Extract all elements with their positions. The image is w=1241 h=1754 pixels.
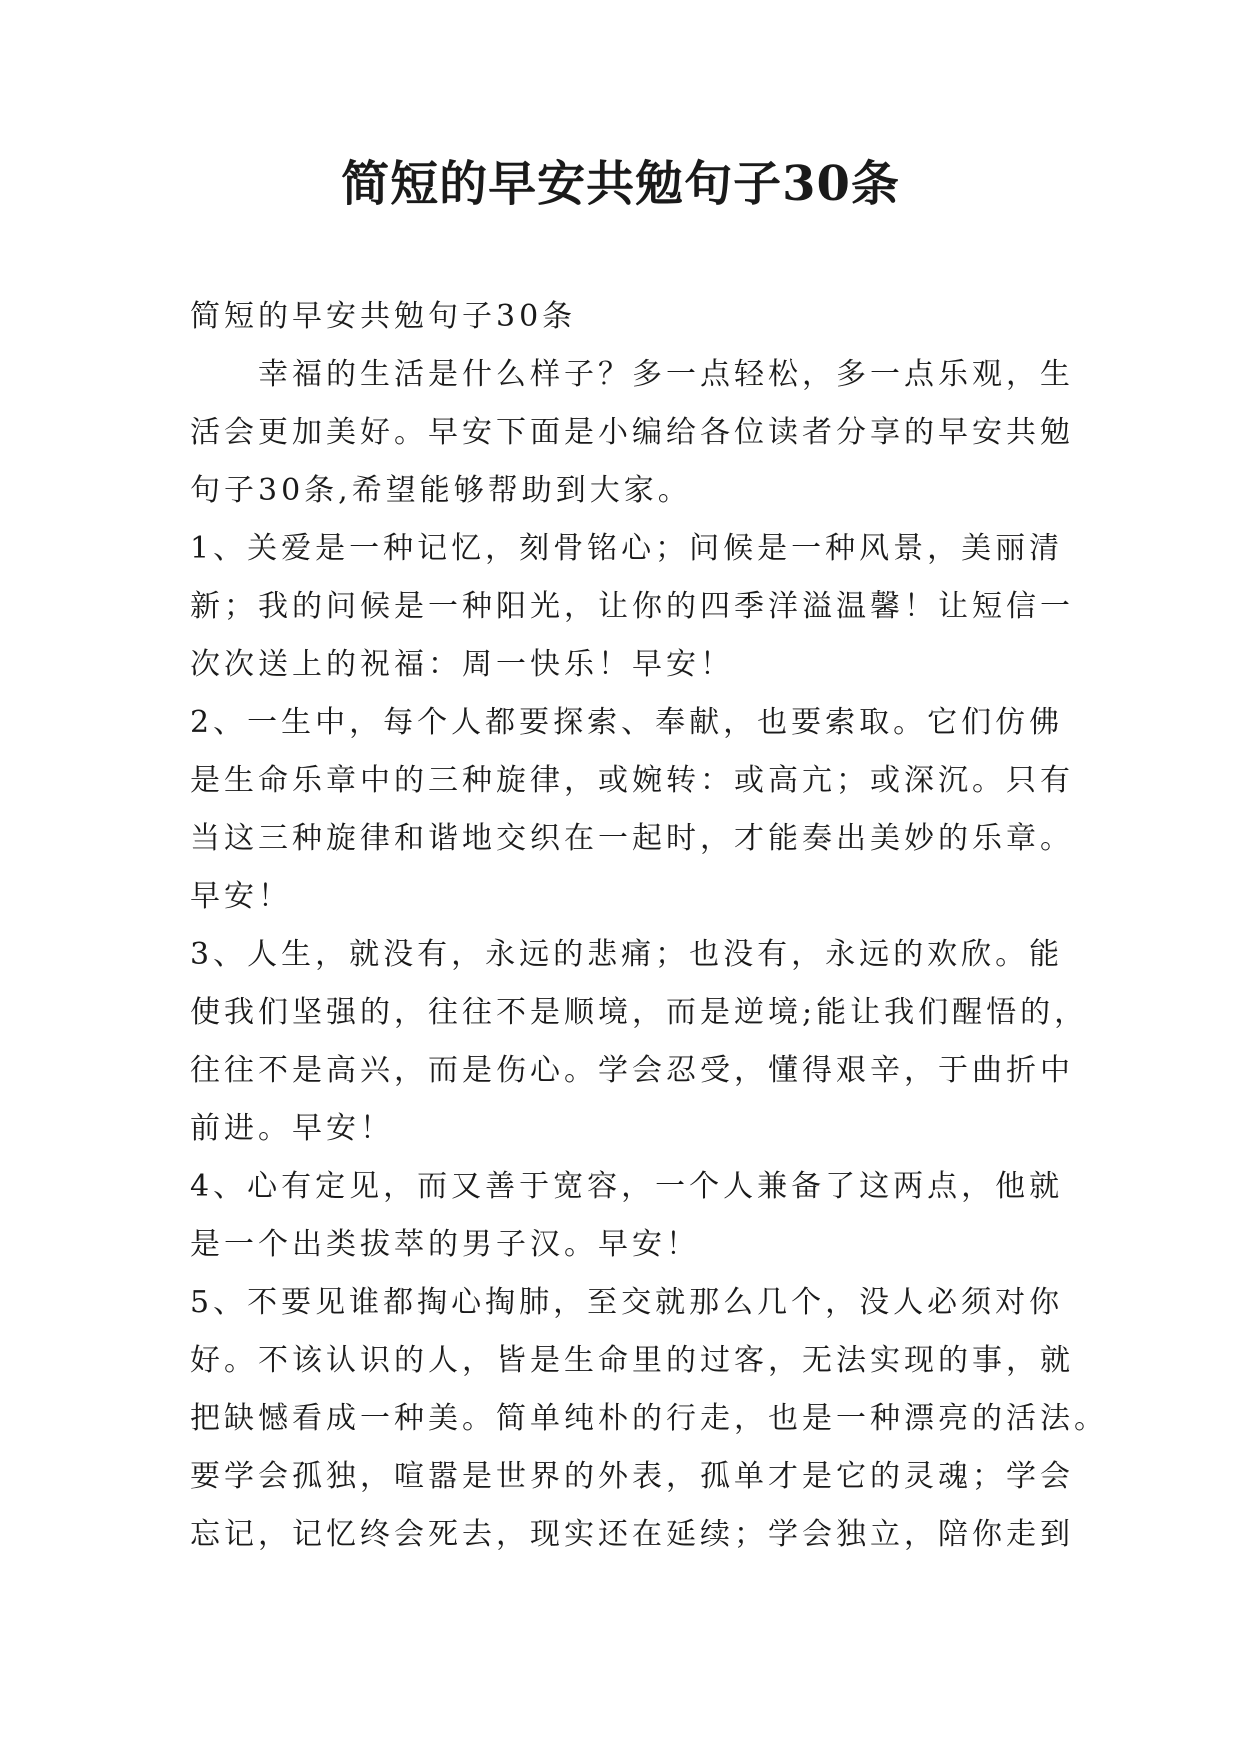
document-title: 简短的早安共勉句子30条: [341, 156, 900, 212]
body-line: 幸福的生活是什么样子？多一点轻松，多一点乐观，生: [190, 357, 1074, 392]
body-line: 句子30条,希望能够帮助到大家。: [190, 473, 692, 508]
body-line: 当这三种旋律和谐地交织在一起时，才能奏出美妙的乐章。: [190, 821, 1074, 856]
body-line: 4、心有定见，而又善于宽容，一个人兼备了这两点，他就: [190, 1169, 1064, 1204]
body-line: 是一个出类拔萃的男子汉。早安！: [190, 1227, 700, 1262]
body-line: 是生命乐章中的三种旋律，或婉转：或高亢；或深沉。只有: [190, 763, 1074, 798]
body-line: 往往不是高兴，而是伤心。学会忍受，懂得艰辛，于曲折中: [190, 1053, 1074, 1088]
body-line: 早安！: [190, 879, 292, 914]
body-line: 把缺憾看成一种美。简单纯朴的行走，也是一种漂亮的活法。: [190, 1401, 1108, 1436]
body-line: 1、关爱是一种记忆，刻骨铭心；问候是一种风景，美丽清: [190, 531, 1064, 566]
body-line: 3、人生，就没有，永远的悲痛；也没有，永远的欢欣。能: [190, 937, 1064, 972]
body-line: 要学会孤独，喧嚣是世界的外表，孤单才是它的灵魂；学会: [190, 1459, 1074, 1494]
body-line: 2、一生中，每个人都要探索、奉献，也要索取。它们仿佛: [190, 705, 1064, 740]
body-line: 简短的早安共勉句子30条: [190, 299, 577, 334]
body-line: 新；我的问候是一种阳光，让你的四季洋溢温馨！让短信一: [190, 589, 1074, 624]
body-line: 忘记，记忆终会死去，现实还在延续；学会独立，陪你走到: [190, 1517, 1074, 1552]
body-line: 前进。早安！: [190, 1111, 394, 1146]
document-body: [190, 288, 1108, 1564]
body-line: 好。不该认识的人，皆是生命里的过客，无法实现的事，就: [190, 1343, 1074, 1378]
body-line: 5、不要见谁都掏心掏肺，至交就那么几个，没人必须对你: [190, 1285, 1064, 1320]
body-line: 活会更加美好。早安下面是小编给各位读者分享的早安共勉: [190, 415, 1074, 450]
body-line: 次次送上的祝福：周一快乐！早安！: [190, 647, 734, 682]
body-line: 使我们坚强的，往往不是顺境，而是逆境;能让我们醒悟的，: [190, 995, 1089, 1030]
